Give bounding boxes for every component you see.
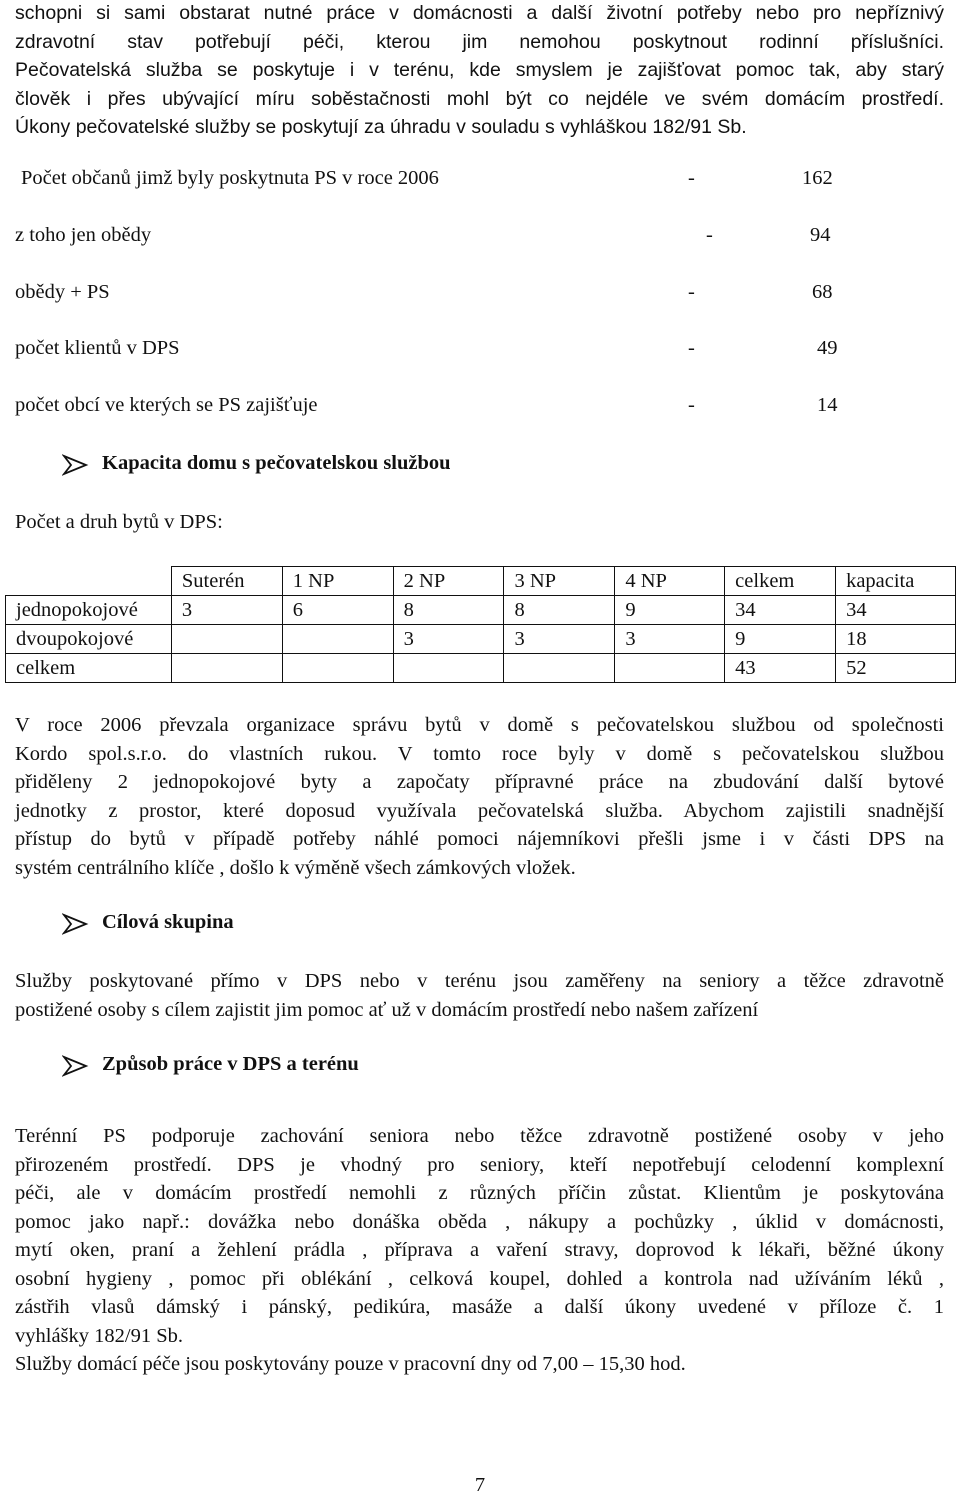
paragraph-line: systém centrálního klíče , došlo k výměně všech zámkových vložek. (15, 856, 576, 879)
intro-line: Úkony pečovatelské služby se poskytují za úhradu v souladu s vyhláškou 182/91 Sb. (15, 116, 747, 138)
table-header-cell: 3 NP (504, 567, 615, 596)
paragraph-line: zástřih vlasů dámský i pánský, pedikúra, masáže a další úkony uvedené v příloze č. 1 (15, 1296, 944, 1318)
arrow-bullet-icon (62, 913, 90, 935)
table-cell: 18 (836, 625, 956, 654)
section-heading-text: Způsob práce v DPS a terénu (102, 1053, 359, 1075)
table-cell: 9 (725, 625, 836, 654)
paragraph-line: přiděleny 2 jednopokojové byty a započaty přípravné práce na zbudování další bytové (15, 771, 944, 793)
stat-label: počet klientů v DPS (15, 337, 180, 359)
paragraph-line: přirozeném prostředí. DPS je vhodný pro seniory, kteří nepotřebují celodenní komplexní (15, 1153, 944, 1176)
table-cell: 3 (393, 625, 504, 654)
table-cell: 3 (504, 625, 615, 654)
intro-line: Pečovatelská služba se poskytuje i v terénu, kde smyslem je zajišťovat pomoc tak, aby starý (15, 59, 944, 81)
stat-label: z toho jen obědy (15, 224, 152, 246)
stat-label: počet obcí ve kterých se PS zajišťuje (15, 394, 318, 416)
table-cell: celkem (6, 654, 172, 683)
table-cell: 43 (725, 654, 836, 683)
table-row (6, 625, 956, 654)
table-header-cell: kapacita (836, 567, 956, 596)
section-heading-text: Cílová skupina (102, 911, 234, 933)
table-cell: 34 (836, 596, 956, 625)
stat-value: 49 (817, 337, 838, 359)
table-cell (171, 625, 282, 654)
stat-value: 94 (810, 224, 831, 246)
paragraph-line: Služby domácí péče jsou poskytovány pouze v pracovní dny od 7,00 – 15,30 hod. (15, 1353, 686, 1375)
table-cell: 52 (836, 654, 956, 683)
paragraph-line: Kordo spol.s.r.o. do vlastních rukou. V tomto roce byly v domě s pečovatelskou službou (15, 742, 944, 765)
table-header-row (6, 567, 956, 596)
paragraph-line: přístup do bytů v případě potřeby náhlé pomoci nájemníkovi přešli jsme i v části DPS na (15, 828, 944, 850)
stat-row (15, 394, 875, 422)
paragraph-line: postižené osoby s cílem zajistit jim pomoc ať už v domácím prostředí nebo našem zařízení (15, 998, 759, 1021)
intro-paragraph (15, 0, 944, 142)
paragraph-line: V roce 2006 převzala organizace správu bytů v domě s pečovatelskou službou od společnosti (15, 714, 944, 736)
arrow-bullet-icon (62, 454, 90, 476)
method-paragraph (15, 1122, 944, 1379)
subheading-text: Počet a druh bytů v DPS: (15, 511, 223, 533)
paragraph-line: vyhlášky 182/91 Sb. (15, 1324, 183, 1347)
table-cell: 6 (282, 596, 393, 625)
capacity-paragraph (15, 711, 944, 882)
paragraph-line: Terénní PS podporuje zachování seniora nebo těžce zdravotně postižené osoby v jeho (15, 1125, 944, 1147)
stat-dash: - (706, 224, 713, 246)
stat-row (15, 167, 875, 195)
intro-line: schopni si sami obstarat nutné práce v domácnosti a další životní potřeby nebo pro nepříznivý (15, 2, 944, 24)
paragraph-line: jednotky z prostor, které doposud využívala pečovatelská služba. Abychom zajistili snadnější (15, 799, 944, 822)
table-cell (393, 654, 504, 683)
paragraph-line: pomoc jako např.: dovážka nebo donáška oběda , nákupy a pochůzky , úklid v domácnosti, (15, 1210, 944, 1233)
stat-row (15, 224, 875, 252)
table-header-cell: 2 NP (393, 567, 504, 596)
table-cell: dvoupokojové (6, 625, 172, 654)
target-paragraph (15, 967, 944, 1024)
stat-dash: - (688, 167, 695, 189)
intro-line: člověk i přes ubývající míru soběstačnosti mohl být co nejdéle ve svém domácím prostředí. (15, 87, 944, 110)
paragraph-line: péči, ale v domácím prostředí nemohli z různých příčin zůstat. Klientům je poskytována (15, 1182, 944, 1204)
table-cell (282, 654, 393, 683)
capacity-subheading (15, 508, 944, 537)
stat-dash: - (688, 337, 695, 359)
stat-row (15, 281, 875, 309)
table-cell: 3 (615, 625, 725, 654)
table-cell: 34 (725, 596, 836, 625)
paragraph-line: osobní hygieny , pomoc při oblékání , celková koupel, dohled a kontrola nad užíváním léků , (15, 1267, 944, 1290)
table-row (6, 654, 956, 683)
table-cell: 3 (171, 596, 282, 625)
stat-value: 162 (802, 167, 833, 189)
table-row (6, 596, 956, 625)
table-header-cell: 4 NP (615, 567, 725, 596)
stat-dash: - (688, 281, 695, 303)
table-header-cell: celkem (725, 567, 836, 596)
table-header-cell: 1 NP (282, 567, 393, 596)
table-cell (504, 654, 615, 683)
table-cell: jednopokojové (6, 596, 172, 625)
paragraph-line: Služby poskytované přímo v DPS nebo v terénu jsou zaměřeny na seniory a těžce zdravotně (15, 970, 944, 992)
stat-value: 68 (812, 281, 833, 303)
table-header-cell: Suterén (171, 567, 282, 596)
page-number: 7 (474, 1474, 486, 1496)
table-cell (615, 654, 725, 683)
paragraph-line: mytí oken, praní a žehlení prádla , příprava a vaření stravy, doprovod k lékaři, běžné úkony (15, 1239, 944, 1261)
table-header-cell (6, 567, 172, 596)
table-cell: 8 (393, 596, 504, 625)
section-heading-text: Kapacita domu s pečovatelskou službou (102, 452, 451, 474)
stat-label: Počet občanů jimž byly poskytnuta PS v roce 2006 (21, 167, 439, 189)
table-cell (282, 625, 393, 654)
stat-label: obědy + PS (15, 281, 110, 303)
apartments-table (5, 566, 956, 683)
table-cell: 9 (615, 596, 725, 625)
stat-value: 14 (817, 394, 838, 416)
intro-line: zdravotní stav potřebují péči, kterou jim nemohou poskytnout rodinní příslušníci. (15, 30, 944, 53)
table-cell (171, 654, 282, 683)
arrow-bullet-icon (62, 1055, 90, 1077)
stat-dash: - (688, 394, 695, 416)
stat-row (15, 337, 875, 365)
table-cell: 8 (504, 596, 615, 625)
